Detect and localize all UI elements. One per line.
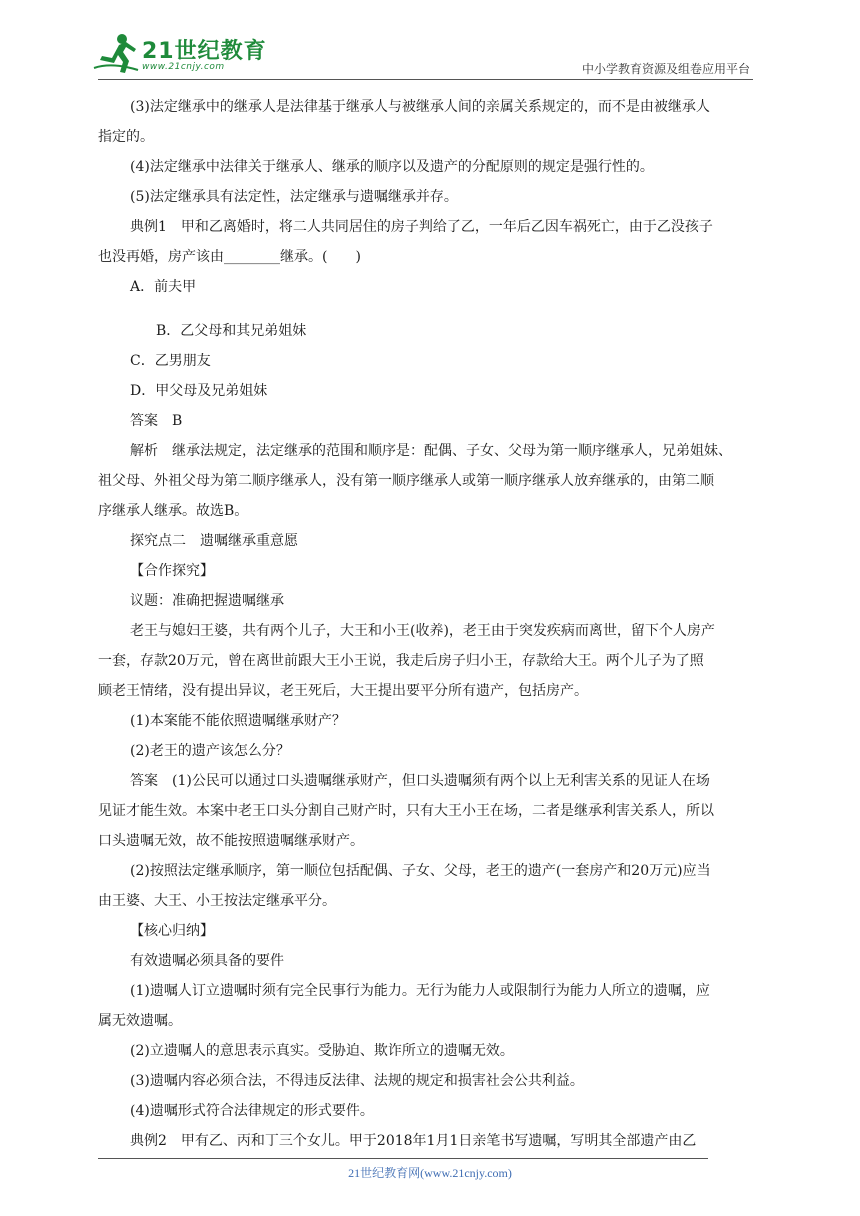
- option-a: A．前夫甲: [130, 279, 197, 295]
- text-line: 见证才能生效。本案中老王口头分割自己财产时，只有大王小王在场，二者是继承利害关系人，所以: [98, 803, 714, 819]
- text-line: 口头遗嘱无效，故不能按照遗嘱继承财产。: [98, 833, 364, 849]
- logo-url: www.21cnjy.com: [142, 62, 225, 72]
- text-line: 指定的。: [98, 129, 154, 145]
- header-divider: [98, 79, 753, 80]
- footer-divider: [98, 1158, 708, 1159]
- text-line: 祖父母、外祖父母为第二顺序继承人，没有第一顺序继承人或第一顺序继承人放弃继承的，由第二顺: [98, 473, 714, 489]
- text-line: 一套，存款20万元，曾在离世前跟大王小王说，我走后房子归小王，存款给大王。两个儿子为了照: [98, 653, 704, 669]
- topic-line: 有效遗嘱必须具备的要件: [130, 953, 284, 969]
- text-line: 也没再婚，房产该由________继承。( ): [98, 249, 361, 265]
- question-line: (1)本案能不能依照遗嘱继承财产？: [130, 713, 346, 729]
- text-line: (4)法定继承中法律关于继承人、继承的顺序以及遗产的分配原则的规定是强行性的。: [130, 159, 654, 175]
- text-line: (1)遗嘱人订立遗嘱时须有完全民事行为能力。无行为能力人或限制行为能力人所立的遗嘱，应: [130, 983, 710, 999]
- text-line: (4)遗嘱形式符合法律规定的形式要件。: [130, 1103, 374, 1119]
- header-tagline: 中小学教育资源及组卷应用平台: [581, 62, 750, 76]
- text-line: 由王婆、大王、小王按法定继承平分。: [98, 893, 336, 909]
- spacer: [98, 302, 768, 316]
- text-line: (2)按照法定继承顺序，第一顺位包括配偶、子女、父母，老王的遗产(一套房产和20万元)应当: [130, 863, 711, 879]
- option-d: D．甲父母及兄弟姐妹: [130, 383, 268, 399]
- text-line: 顾老王情绪，没有提出异议，老王死后，大王提出要平分所有遗产，包括房产。: [98, 683, 588, 699]
- page-header: [0, 0, 860, 90]
- text-line: (3)遗嘱内容必须合法，不得违反法律、法规的规定和损害社会公共利益。: [130, 1073, 584, 1089]
- example-heading: 典例1 甲和乙离婚时，将二人共同居住的房子判给了乙，一年后乙因车祸死亡，由于乙没孩子: [130, 219, 713, 235]
- text-line: (3)法定继承中的继承人是法律基于继承人与被继承人间的亲属关系规定的，而不是由被继承人: [130, 99, 710, 115]
- example-heading: 典例2 甲有乙、丙和丁三个女儿。甲于2018年1月1日亲笔书写遗嘱，写明其全部遗产由乙: [130, 1133, 697, 1149]
- runner-logo-icon: [92, 32, 140, 76]
- subsection-heading: 【合作探究】: [130, 563, 214, 579]
- analysis-line: 解析 继承法规定，法定继承的范围和顺序是：配偶、子女、父母为第一顺序继承人，兄弟姐妹、: [130, 443, 732, 459]
- logo-text: 21世纪教育: [142, 39, 267, 64]
- answer-line: 答案 (1)公民可以通过口头遗嘱继承财产，但口头遗嘱须有两个以上无利害关系的见证人在场: [130, 773, 710, 789]
- answer-line: 答案 B: [130, 413, 183, 429]
- question-line: (2)老王的遗产该怎么分？: [130, 743, 290, 759]
- page-footer: 21世纪教育网(www.21cnjy.com): [348, 1166, 512, 1180]
- logo: [92, 30, 267, 80]
- subsection-heading: 【核心归纳】: [130, 923, 214, 939]
- document-body: [98, 92, 768, 1156]
- text-line: (5)法定继承具有法定性，法定继承与遗嘱继承并存。: [130, 189, 458, 205]
- text-line: 属无效遗嘱。: [98, 1013, 182, 1029]
- text-line: (2)立遗嘱人的意思表示真实。受胁迫、欺诈所立的遗嘱无效。: [130, 1043, 514, 1059]
- case-line: 老王与媳妇王婆，共有两个儿子，大王和小王(收养)，老王由于突发疾病而离世，留下个人房产: [130, 623, 715, 639]
- topic-line: 议题：准确把握遗嘱继承: [130, 593, 284, 609]
- option-b: B．乙父母和其兄弟姐妹: [156, 323, 307, 339]
- option-c: C．乙男朋友: [130, 353, 211, 369]
- text-line: 序继承人继承。故选B。: [98, 503, 249, 519]
- section-heading: 探究点二 遗嘱继承重意愿: [130, 533, 298, 549]
